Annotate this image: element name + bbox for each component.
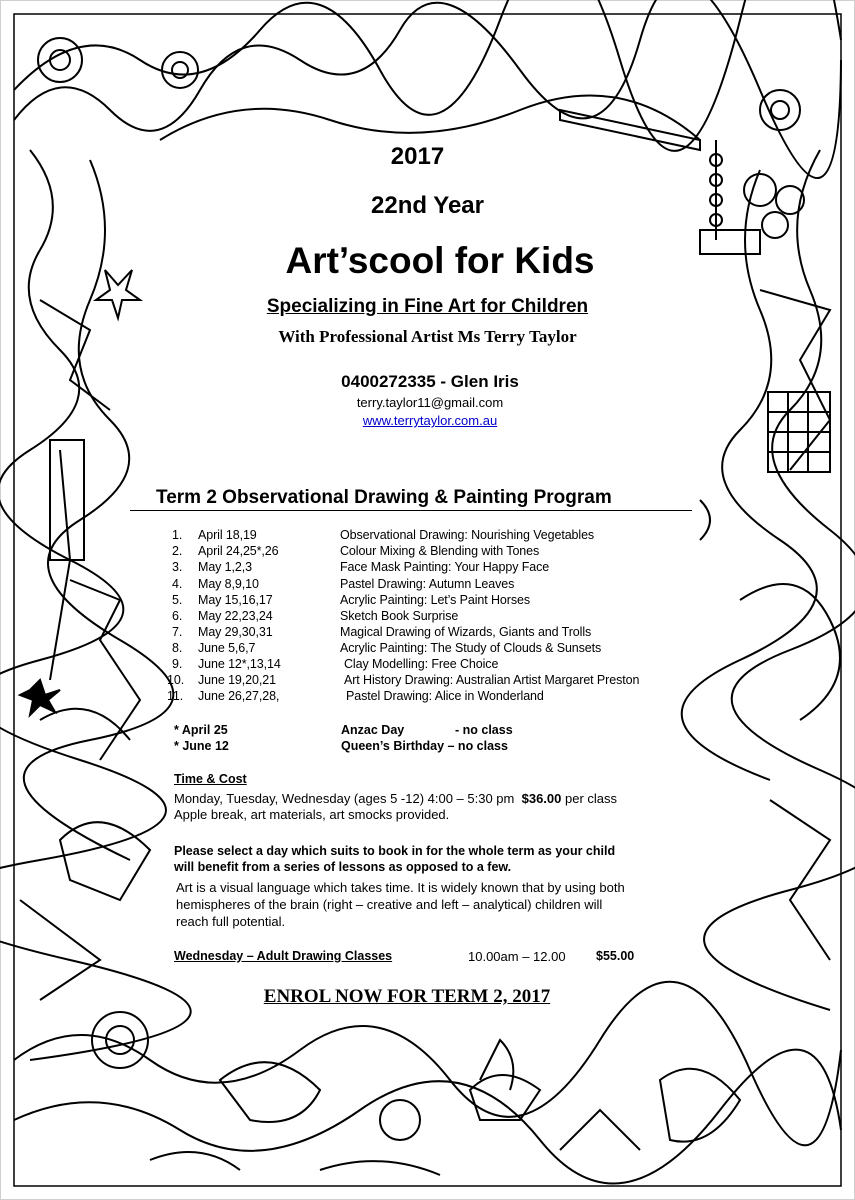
session-activity: Sketch Book Surprise: [340, 609, 459, 623]
session-number: 4.: [172, 577, 183, 591]
phone-location: 0400272335 - Glen Iris: [341, 372, 519, 391]
subtitle: Specializing in Fine Art for Children: [266, 296, 589, 317]
booking-advice-line: Please select a day which suits to book in for the whole term as your child: [174, 844, 616, 858]
anniversary-heading: 22nd Year: [371, 192, 484, 219]
session-number: 7.: [172, 625, 183, 639]
session-dates: April 18,19: [198, 528, 257, 542]
session-dates: May 22,23,24: [198, 609, 273, 623]
session-number: 8.: [172, 641, 183, 655]
session-activity: Observational Drawing: Nourishing Vegetables: [340, 528, 595, 542]
holiday-date: * April 25: [174, 723, 228, 737]
session-activity: Magical Drawing of Wizards, Giants and Trolls: [340, 625, 592, 639]
session-number: 9.: [172, 657, 183, 671]
session-number: 6.: [172, 609, 183, 623]
booking-advice-line: will benefit from a series of lessons as opposed to a few.: [174, 860, 512, 874]
session-activity: Pastel Drawing: Autumn Leaves: [340, 577, 515, 591]
session-dates: June 26,27,28,: [198, 689, 280, 703]
session-number: 3.: [172, 560, 183, 574]
session-dates: June 12*,13,14: [198, 657, 281, 671]
enrol-banner: ENROL NOW FOR TERM 2, 2017: [263, 986, 551, 1007]
email-address: terry.taylor11@gmail.com: [356, 395, 504, 410]
class-days-times: [174, 791, 617, 806]
session-dates: June 5,6,7: [198, 641, 256, 655]
session-activity: Acrylic Painting: The Study of Clouds & Sunsets: [340, 641, 602, 655]
art-philosophy-line: Art is a visual language which takes time. It is widely known that by using both: [176, 880, 625, 895]
class-inclusions: Apple break, art materials, art smocks provided.: [174, 807, 450, 822]
program-heading: Term 2 Observational Drawing & Painting Program: [156, 487, 612, 508]
holiday-name: Anzac Day: [341, 723, 405, 737]
artist-line: With Professional Artist Ms Terry Taylor: [278, 327, 577, 346]
session-dates: May 29,30,31: [198, 625, 273, 639]
session-number: 10.: [167, 673, 185, 687]
session-dates: June 19,20,21: [198, 673, 276, 687]
holiday-status: - no class: [455, 723, 513, 737]
holiday-date: * June 12: [174, 739, 229, 753]
flyer-year: 2017: [390, 143, 445, 170]
session-dates: April 24,25*,26: [198, 544, 279, 558]
adult-class-price: $55.00: [596, 949, 635, 963]
holiday-name: Queen’s Birthday – no class: [341, 739, 508, 753]
session-dates: May 8,9,10: [198, 577, 259, 591]
session-number: 2.: [172, 544, 183, 558]
session-activity: Acrylic Painting: Let’s Paint Horses: [340, 593, 531, 607]
page-title: Art’scool for Kids: [285, 240, 595, 281]
session-activity: Clay Modelling: Free Choice: [344, 657, 499, 671]
heading-underline: [130, 510, 692, 511]
session-number: 1.: [172, 528, 183, 542]
website-link[interactable]: www.terrytaylor.com.au: [362, 413, 498, 428]
class-price: $36.00: [521, 791, 562, 806]
class-schedule-text: Monday, Tuesday, Wednesday (ages 5 -12) 4:00 – 5:30 pm: [174, 791, 515, 806]
session-activity: Colour Mixing & Blending with Tones: [340, 544, 540, 558]
session-dates: May 15,16,17: [198, 593, 273, 607]
session-dates: May 1,2,3: [198, 560, 252, 574]
art-philosophy-line: reach full potential.: [176, 914, 286, 929]
session-number: 5.: [172, 593, 183, 607]
adult-class-time: 10.00am – 12.00: [468, 949, 566, 964]
session-activity: Pastel Drawing: Alice in Wonderland: [346, 689, 544, 703]
time-cost-heading: Time & Cost: [174, 772, 247, 786]
session-number: 11.: [167, 689, 184, 703]
session-activity: Art History Drawing: Australian Artist Margaret Preston: [344, 673, 640, 687]
adult-class-label: Wednesday – Adult Drawing Classes: [174, 949, 393, 963]
session-activity: Face Mask Painting: Your Happy Face: [340, 560, 550, 574]
class-price-suffix: per class: [561, 791, 618, 806]
art-philosophy-line: hemispheres of the brain (right – creative and left – analytical) children will: [176, 897, 603, 912]
